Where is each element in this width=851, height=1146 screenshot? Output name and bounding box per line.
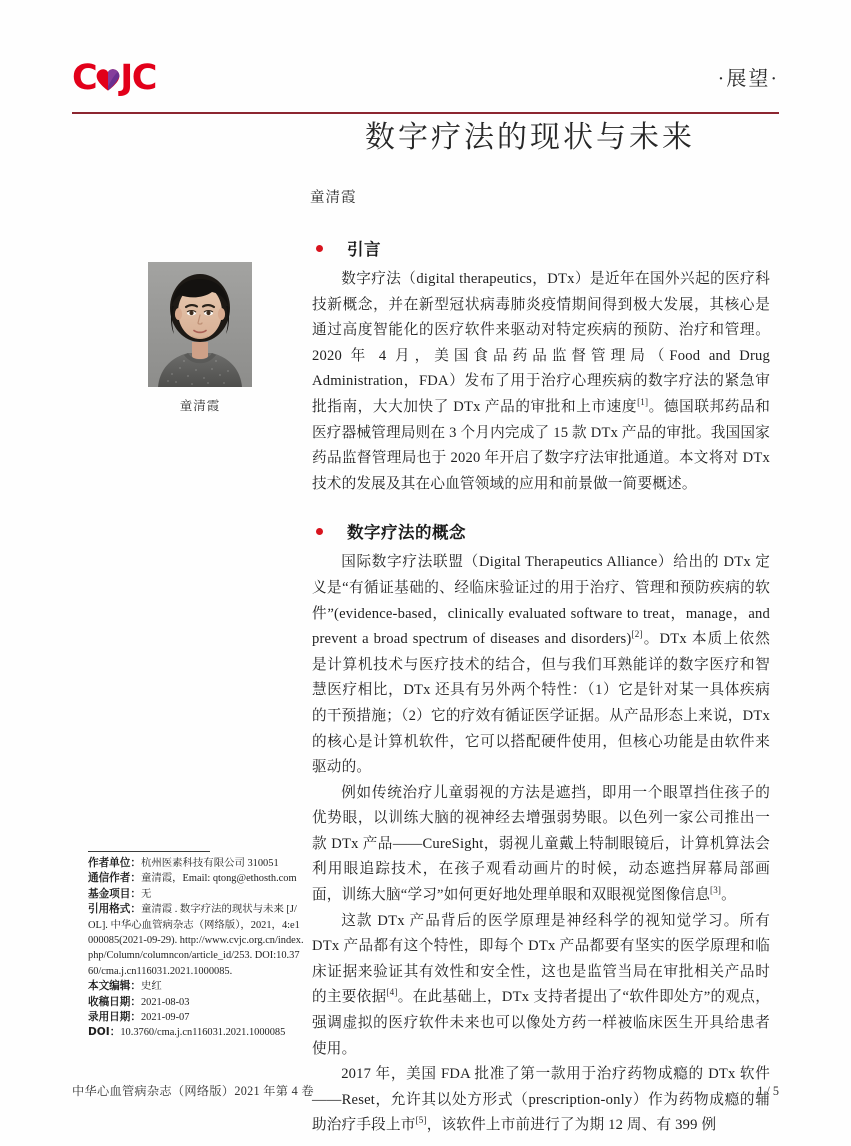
paragraph: 数字疗法（digital therapeutics，DTx）是近年在国外兴起的医疗科技新概念，并在新型冠状病毒肺炎疫情期间得到极大发展，其核心是通过高度智能化的医疗软件来驱动对特定疾病的预防、治疗和管理。2020 年 4 月，美国食品药品监督管理局（Food and Drug Administration，FDA）发布了用于治疗心理疾病的数字疗法的紧急审批指南，大大加快了 DTx 产品的审批和上市速度[1]。德国联邦药品和医疗器械管理局则在 3 个月内完成了 15 款 DTx 产品的审批。我国国家药品监督管理局也于 2020 年开启了数字疗法审批通道。本文将对 DTx 技术的发展及其在心血管领域的应用和前景做一简要概述。 <box>312 271 770 492</box>
paragraph: 国际数字疗法联盟（Digital Therapeutics Alliance）给出的 DTx 定义是“有循证基础的、经临床验证过的用于治疗、管理和预防疾病的软件”(evidence-based，clinically evaluated software to treat，manage，and prevent a broad spectrum of diseases and disorders)[2]。DTx 本质上依然是计算机技术与医疗技术的结合，但与我们耳熟能详的数字医疗和智慧医疗相比，DTx 还具有另外两个特性：（1）它是针对某一具体疾病的干预措施；（2）它的疗效有循证医学证据。从产品形态上来说，DTx 的核心是计算机软件，它可以搭配硬件使用，但核心功能是由软件来驱动的。 <box>312 554 771 776</box>
article-author: 童清霞 <box>310 190 357 206</box>
section-heading-concept <box>312 519 770 543</box>
footnote-block <box>88 856 304 1041</box>
footnote-citation-value: 童清霞 . 数字疗法的现状与未来 [J/OL]. 中华心血管病杂志（网络版），2021，4:e1000085(2021-09-29). http://www.cvjc.org.cn/index.php/Column/columncon/article_id/253. DOI:10.3760/cma.j.cn116031.2021.1000085. <box>88 904 304 977</box>
article-body <box>312 236 770 1139</box>
footnote-received-label: 收稿日期： <box>88 995 141 1008</box>
footer-page-number: 1 / 5 <box>757 1084 779 1098</box>
bullet-icon <box>316 528 323 535</box>
footnote-accepted-label: 录用日期： <box>88 1011 141 1024</box>
section-title: 引言 <box>347 240 381 259</box>
footnote-affiliation <box>88 856 304 871</box>
footer-journal-name: 中华心血管病杂志（网络版）2021 年第 4 卷 <box>72 1084 314 1098</box>
page-footer <box>72 1082 779 1099</box>
paragraph: 2017 年，美国 FDA 批准了第一款用于治疗药物成瘾的 DTx 软件——Reset，允许其以处方形式（prescription-only）作为药物成瘾的辅助治疗手段上市[5]，该软件上市前进行了为期 12 周、有 399 例 <box>312 1066 770 1134</box>
footnote-funding <box>88 887 304 902</box>
footnote-funding-value: 无 <box>140 888 152 900</box>
bullet-icon <box>316 245 323 252</box>
footnote-editor-label: 本文编辑： <box>88 980 141 993</box>
author-portrait-block <box>148 262 252 414</box>
footnote-corresponding-value: 童清霞，Email: qtong@ethosth.com <box>140 873 297 885</box>
footnote-received-value: 2021-08-03 <box>140 996 190 1008</box>
paragraph: 这款 DTx 产品背后的医学原理是神经科学的视知觉学习。所有 DTx 产品都有这个特性，即每个 DTx 产品都要有坚实的医学原理和临床证据来验证其有效性和安全性，这也是监管当局在审批相关产品时的主要依据[4]。在此基础上，DTx 支持者提出了“软件即处方”的观点，强调虚拟的医疗软件未来也可以像处方药一样被临床医生开具给患者使用。 <box>312 912 770 1057</box>
portrait-caption: 童清霞 <box>179 399 221 413</box>
footnote-citation <box>88 902 304 979</box>
footnote-corresponding-label: 通信作者： <box>88 872 141 885</box>
section-title: 数字疗法的概念 <box>347 523 466 543</box>
footnote-doi <box>88 1025 304 1040</box>
logo-text-right: JC <box>120 57 156 98</box>
journal-logo <box>72 58 156 98</box>
author-portrait-image <box>148 262 252 387</box>
paragraph: 例如传统治疗儿童弱视的方法是遮挡，即用一个眼罩挡住孩子的优势眼，以训练大脑的视神经去增强弱势眼。以色列一家公司推出一款 DTx 产品——CureSight，弱视儿童戴上特制眼镜后，计算机算法会利用眼追踪技术，在孩子观看动画片的时候，动态遮挡屏幕局部画面，训练大脑“学习”如何更好地处理单眼和双眼视觉图像信息[3]。 <box>312 784 770 904</box>
section-heading-introduction <box>312 236 770 260</box>
footnote-accepted-value: 2021-09-07 <box>140 1012 190 1024</box>
footnote-received <box>88 995 304 1010</box>
footnote-funding-label: 基金项目： <box>88 887 141 900</box>
heart-icon <box>95 67 121 93</box>
footnote-accepted <box>88 1010 304 1025</box>
footnote-editor-value: 史红 <box>140 981 162 993</box>
page-title: 数字疗法的现状与未来 <box>365 121 695 154</box>
masthead <box>72 56 779 114</box>
footnote-rule <box>88 851 210 852</box>
footnote-affiliation-label: 作者单位： <box>88 857 141 869</box>
footnote-doi-value: 10.3760/cma.j.cn116031.2021.1000085 <box>120 1027 286 1039</box>
footnote-citation-label: 引用格式： <box>88 903 141 916</box>
column-tag: ·展望· <box>717 68 779 90</box>
footnote-editor <box>88 979 304 994</box>
footnote-corresponding <box>88 871 304 886</box>
footnote-doi-label: DOI： <box>88 1026 121 1039</box>
logo-text-left: C <box>72 57 97 98</box>
footnote-affiliation-value: 杭州医素科技有限公司 310051 <box>140 858 279 869</box>
